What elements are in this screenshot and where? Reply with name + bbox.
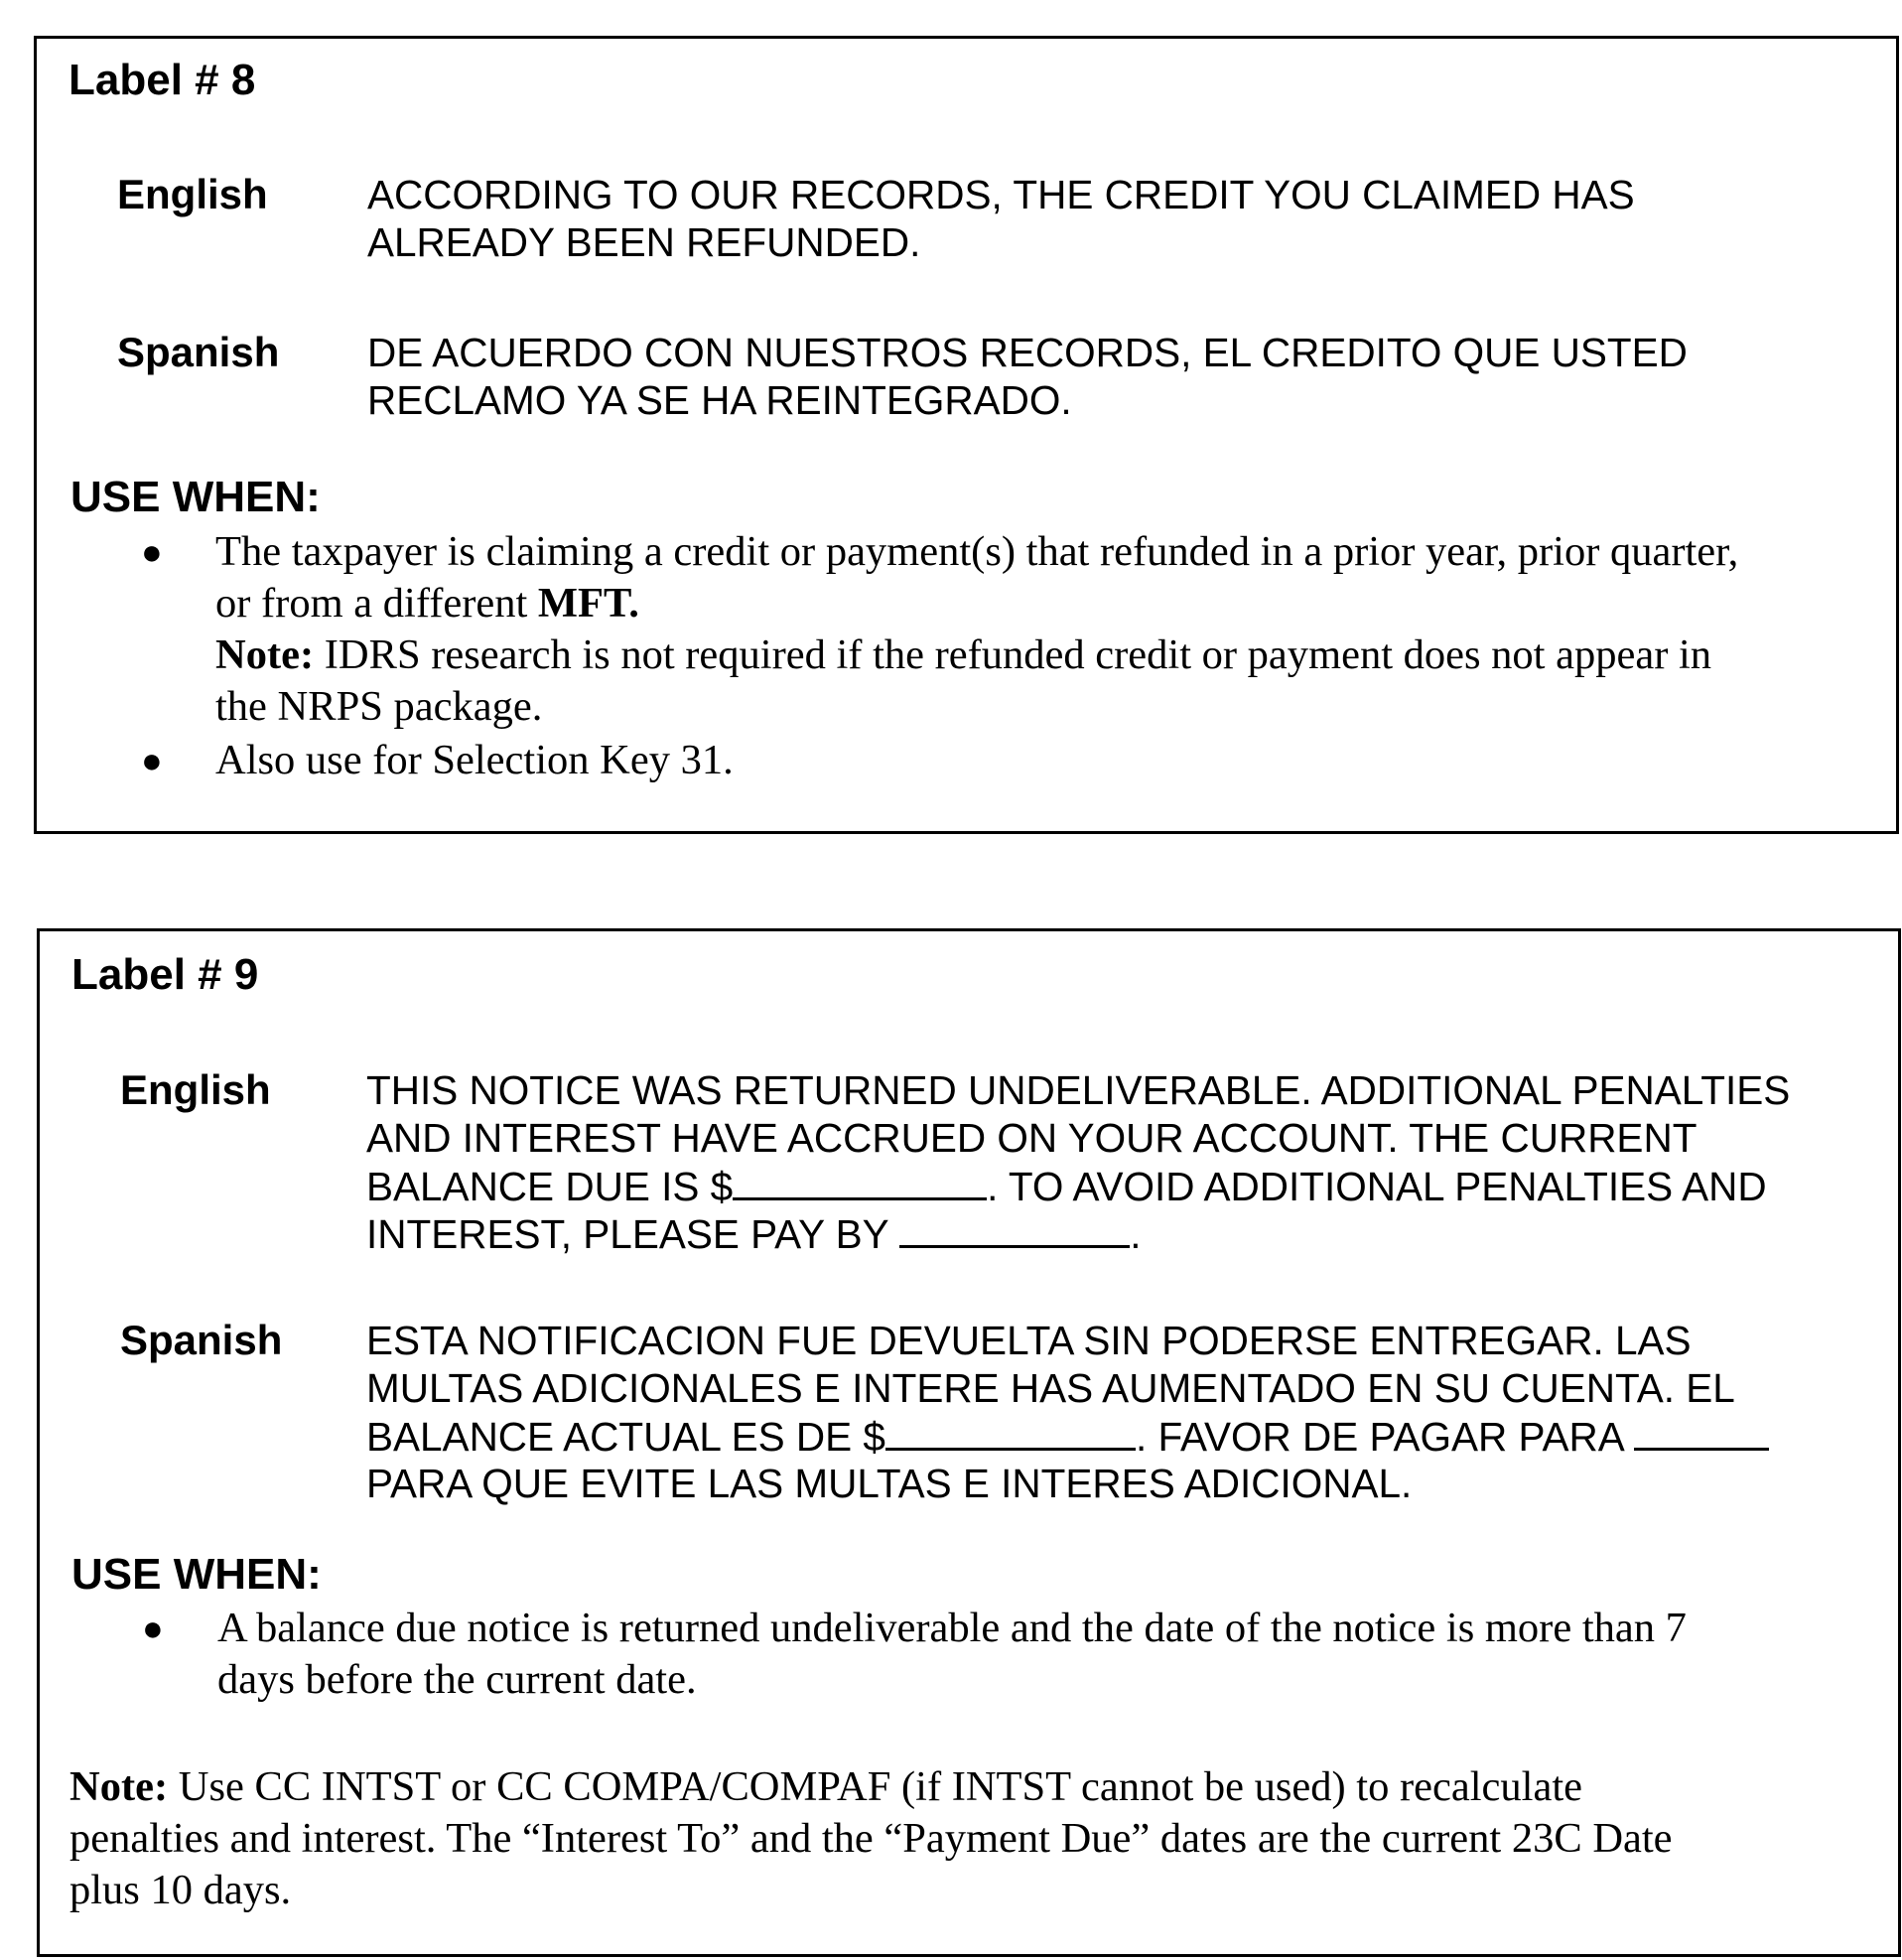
label-9-use-when-heading: USE WHEN: [71,1550,322,1599]
label-9-note-line-2: penalties and interest. The “Interest To” and the “Payment Due” dates are the current 23C Date [69,1815,1673,1862]
label-9-note-line-1 [69,1761,1673,1813]
bullet-icon: ● [141,532,163,572]
note-text: Use CC INTST or CC COMPA/COMPAF (if INTST cannot be used) to recalculate [168,1763,1582,1810]
favor-de-pagar-text: . FAVOR DE PAGAR PARA [1135,1414,1634,1460]
label-9-note [69,1761,1673,1916]
label-9-english-label: English [120,1066,271,1113]
bullet-icon: ● [141,741,163,780]
label-8-english-line-1: ACCORDING TO OUR RECORDS, THE CREDIT YOU CLAIMED HAS [367,172,1635,217]
avoid-penalties-text: . TO AVOID ADDITIONAL PENALTIES AND [987,1164,1767,1209]
label-8-spanish-text [367,329,1688,424]
pay-by-date-blank [899,1209,1130,1248]
label-8-use-when-heading: USE WHEN: [70,473,321,521]
label-8-spanish-label: Spanish [117,329,280,375]
label-9-english-line-3 [366,1162,1790,1209]
note-text: IDRS research is not required if the refunded credit or payment does not appear in [314,631,1712,678]
period-text: . [1130,1211,1142,1257]
label-9-note-line-3: plus 10 days. [69,1867,292,1913]
note-label: Note: [69,1763,169,1810]
balance-due-blank [733,1162,987,1200]
balance-due-text: BALANCE DUE IS $ [366,1164,734,1209]
label-8-spanish-line-2: RECLAMO YA SE HA REINTEGRADO. [367,377,1072,423]
label-9-bullet-1-line-2: days before the current date. [217,1656,697,1703]
label-8-bullet-1 [215,526,1738,733]
label-8-bullet-1-line-1: The taxpayer is claiming a credit or payment(s) that refunded in a prior year, prior quarter, [215,528,1739,575]
note-label: Note: [215,631,315,678]
label-8-bullet-1-line-2-text: or from a different [215,580,538,627]
label-9-english-line-2: AND INTEREST HAVE ACCRUED ON YOUR ACCOUNT. THE CURRENT [366,1115,1698,1161]
label-8-english-text [367,171,1635,266]
label-8-bullet-2 [215,735,734,786]
label-9-english-text [366,1066,1790,1257]
label-8-note-line-2: the NRPS package. [215,683,543,730]
label-9-spanish-label: Spanish [120,1317,283,1363]
label-8-bullet-1-line-2 [215,578,1738,630]
balance-actual-blank [885,1412,1136,1451]
label-8-english-line-2: ALREADY BEEN REFUNDED. [367,219,921,265]
label-9-title: Label # 9 [71,950,259,999]
mft-bold-text: MFT. [537,580,639,627]
label-9-spanish-line-4: PARA QUE EVITE LAS MULTAS E INTERES ADICIONAL. [366,1461,1413,1506]
label-9-spanish-line-3 [366,1412,1769,1460]
label-8-note-line-1 [215,630,1738,681]
label-8-title: Label # 8 [68,56,256,104]
label-8-bullet-2-line-1: Also use for Selection Key 31. [215,737,734,783]
label-9-bullet-1 [217,1603,1687,1706]
label-9-bullet-1-line-1: A balance due notice is returned undeliverable and the date of the notice is more than 7 [217,1605,1687,1651]
pagar-para-date-blank [1634,1412,1769,1451]
label-9-spanish-line-1: ESTA NOTIFICACION FUE DEVUELTA SIN PODERSE ENTREGAR. LAS [366,1318,1692,1363]
bullet-icon: ● [142,1609,164,1648]
balance-actual-text: BALANCE ACTUAL ES DE $ [366,1414,885,1460]
label-8-english-label: English [117,171,268,217]
label-9-english-line-4 [366,1209,1790,1257]
label-9-spanish-line-2: MULTAS ADICIONALES E INTERE HAS AUMENTADO EN SU CUENTA. EL [366,1365,1735,1411]
label-8-spanish-line-1: DE ACUERDO CON NUESTROS RECORDS, EL CREDITO QUE USTED [367,330,1688,375]
pay-by-text: INTEREST, PLEASE PAY BY [366,1211,900,1257]
label-9-english-line-1: THIS NOTICE WAS RETURNED UNDELIVERABLE. ADDITIONAL PENALTIES [366,1067,1791,1113]
label-9-spanish-text [366,1317,1769,1507]
